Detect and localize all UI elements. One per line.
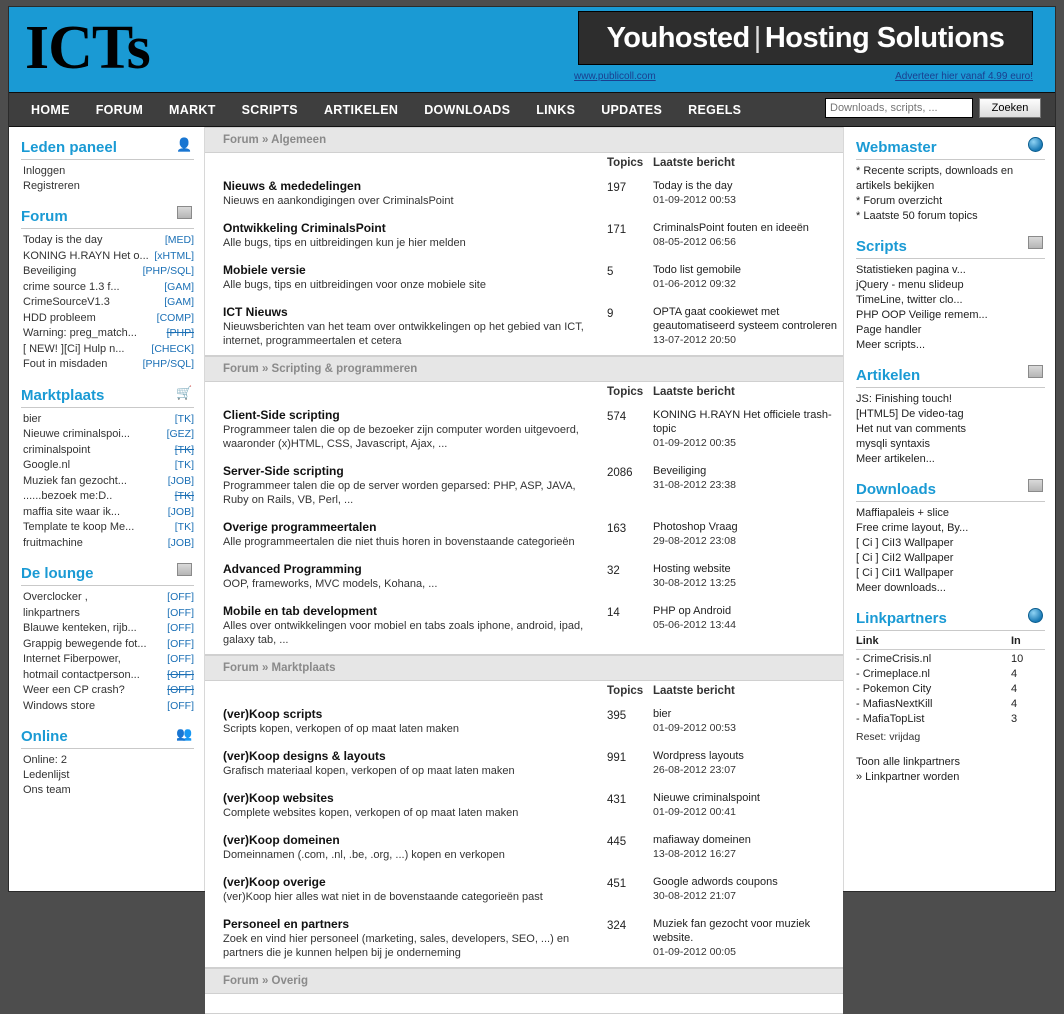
list-item[interactable]: [ Ci ] CiI1 Wallpaper xyxy=(856,567,954,579)
list-item-tag: [OFF] xyxy=(167,699,194,712)
list-item-label: crime source 1.3 f... xyxy=(23,280,120,293)
team-link[interactable]: Ons team xyxy=(23,784,71,796)
search-input[interactable] xyxy=(825,98,973,118)
list-item-tag: [PHP/SQL] xyxy=(142,265,194,277)
leden-panel-heading xyxy=(21,135,194,160)
list-item-label: Muziek fan gezocht... xyxy=(23,474,127,487)
last-post-title[interactable]: Todo list gemobile xyxy=(653,264,742,276)
linkpartner-name[interactable]: - Crimeplace.nl xyxy=(856,668,930,680)
last-post-title[interactable]: bier xyxy=(653,708,672,720)
list-item-tag: [TK] xyxy=(174,521,194,533)
list-item-label: Nieuwe criminalspoi... xyxy=(23,428,130,440)
forum-title[interactable]: ICT Nieuws xyxy=(223,305,288,319)
topic-count: 431 xyxy=(607,794,627,806)
online-panel-heading xyxy=(21,724,194,749)
table-row[interactable] xyxy=(205,458,843,514)
column-header-link: Link xyxy=(856,635,879,647)
table-header xyxy=(205,382,843,402)
register-link[interactable]: Registreren xyxy=(23,180,80,192)
list-item-label: Internet Fiberpower, xyxy=(23,653,121,665)
linkpartners-panel-title: Linkpartners xyxy=(856,610,947,627)
linkpartner-count: 3 xyxy=(1011,713,1018,725)
ad-banner[interactable] xyxy=(578,11,1033,65)
list-item-label: hotmail contactperson... xyxy=(23,668,140,681)
forum-title[interactable]: (ver)Koop websites xyxy=(223,791,334,805)
list-item-tag: [COMP] xyxy=(156,311,194,324)
last-post-date: 01-09-2012 00:41 xyxy=(653,806,736,818)
scripts-panel-heading xyxy=(856,234,1045,259)
table-header xyxy=(856,635,1045,650)
column-header-topics: Topics xyxy=(607,386,644,398)
list-item[interactable] xyxy=(23,427,194,443)
last-post-date: 29-08-2012 23:08 xyxy=(653,535,736,547)
forum-title[interactable]: Overige programmeertalen xyxy=(223,520,377,534)
list-item[interactable]: jQuery - menu slideup xyxy=(856,279,964,291)
last-post-date: 30-08-2012 21:07 xyxy=(653,890,736,902)
forum-title[interactable]: (ver)Koop designs & layouts xyxy=(223,749,386,763)
lounge-panel-heading xyxy=(21,561,194,586)
forum-description: Programmeer talen die op de bezoeker zijn computer worden uitgevoerd, waaronder (x)HTML, CSS, Javascript, Ajax, ... xyxy=(223,424,579,450)
last-post-date: 01-09-2012 00:35 xyxy=(653,437,736,449)
linkpartner-count: 10 xyxy=(1011,653,1024,665)
nav-item-links[interactable]: LINKS xyxy=(536,102,576,117)
table-row[interactable] xyxy=(205,827,843,869)
linkpartners-panel-heading xyxy=(856,606,1045,631)
last-post-date: 01-09-2012 00:53 xyxy=(653,722,736,734)
table-row[interactable] xyxy=(205,299,843,355)
column-header-last-post: Laatste bericht xyxy=(653,685,735,697)
forum-icon xyxy=(176,206,192,222)
list-item-label: Warning: preg_match... xyxy=(23,327,137,339)
online-count: Online: 2 xyxy=(23,754,68,766)
table-row[interactable] xyxy=(205,402,843,458)
forum-description: Alle bugs, tips en uitbreidingen voor onze mobiele site xyxy=(223,279,486,291)
list-item-tag: [JOB] xyxy=(167,474,194,487)
last-post-title[interactable]: mafiaway domeinen xyxy=(653,834,751,846)
list-item[interactable]: * Recente scripts, downloads en artikels bekijken xyxy=(856,165,1014,192)
nav-item-regels[interactable]: REGELS xyxy=(688,102,742,117)
markt-panel-links xyxy=(21,412,194,562)
forum-panel-title: Forum xyxy=(21,208,68,225)
list-item-tag: [OFF] xyxy=(167,684,194,696)
forum-description: (ver)Koop hier alles wat niet in de bovenstaande categorieën past xyxy=(223,891,543,903)
lounge-panel-links xyxy=(21,590,194,724)
markt-panel-heading xyxy=(21,383,194,408)
list-item-tag: [OFF] xyxy=(167,653,194,665)
list-item[interactable] xyxy=(23,264,194,280)
list-item-tag: [OFF] xyxy=(167,606,194,619)
table-row[interactable] xyxy=(205,701,843,743)
topic-count: 324 xyxy=(607,920,627,932)
last-post-title[interactable]: Nieuwe criminalspoint xyxy=(653,792,760,804)
column-header-last-post: Laatste bericht xyxy=(653,386,735,398)
last-post-date: 31-08-2012 23:38 xyxy=(653,479,736,491)
last-post-date: 05-06-2012 13:44 xyxy=(653,619,736,631)
artikelen-panel-heading xyxy=(856,363,1045,388)
login-link[interactable]: Inloggen xyxy=(23,165,66,177)
list-item[interactable]: [HTML5] De video-tag xyxy=(856,408,964,420)
list-item[interactable] xyxy=(23,458,194,474)
table-header xyxy=(205,153,843,173)
forum-section-overig xyxy=(205,994,843,1014)
list-item-label: Beveiliging xyxy=(23,265,77,277)
forum-description: Zoek en vind hier personeel (marketing, sales, developers, SEO, ...) en partners die je kunnen helpen bij je onderneming xyxy=(223,933,570,959)
list-item[interactable] xyxy=(23,295,194,311)
list-item-tag: [PHP] xyxy=(166,327,194,339)
topic-count: 574 xyxy=(607,411,627,423)
table-row[interactable] xyxy=(205,911,843,967)
right-sidebar xyxy=(843,127,1055,891)
topic-count: 163 xyxy=(607,523,627,535)
list-item[interactable] xyxy=(23,652,194,668)
last-post-title[interactable]: Muziek fan gezocht voor muziek website. xyxy=(653,918,811,944)
user-icon: 👤 xyxy=(176,137,193,152)
window-icon xyxy=(1027,479,1043,495)
last-post-title[interactable]: Photoshop Vraag xyxy=(653,521,738,533)
breadcrumb: Forum » Algemeen xyxy=(205,127,843,153)
linkpartner-count: 4 xyxy=(1011,668,1018,680)
last-post-date: 13-07-2012 20:50 xyxy=(653,334,736,346)
list-item[interactable]: TimeLine, twitter clo... xyxy=(856,294,963,306)
online-panel-title: Online xyxy=(21,728,68,745)
forum-description: Nieuws en aankondigingen over CriminalsPoint xyxy=(223,195,454,207)
list-item-label: Today is the day xyxy=(23,234,103,246)
table-row[interactable] xyxy=(205,785,843,827)
topic-count: 14 xyxy=(607,607,620,619)
list-item-tag: [PHP/SQL] xyxy=(142,358,194,370)
list-item[interactable]: JS: Finishing touch! xyxy=(856,393,952,405)
list-item-label: CrimeSourceV1.3 xyxy=(23,296,110,308)
table-row[interactable] xyxy=(856,697,1045,712)
list-item[interactable] xyxy=(23,505,194,521)
list-item[interactable] xyxy=(23,443,194,459)
last-post-date: 30-08-2012 13:25 xyxy=(653,577,736,589)
list-item-label: Windows store xyxy=(23,699,96,712)
linkpartner-count: 4 xyxy=(1011,683,1018,695)
list-item-tag: [GAM] xyxy=(164,280,194,293)
list-item-tag: [TK] xyxy=(174,490,194,502)
forum-description: Alles over ontwikkelingen voor mobiel en tabs zoals iphone, android, ipad, galaxy tab, ... xyxy=(223,620,584,646)
forum-description: Alle bugs, tips en uitbreidingen kun je hier melden xyxy=(223,237,466,249)
list-item[interactable]: Meer scripts... xyxy=(856,339,926,351)
table-row[interactable] xyxy=(205,257,843,299)
forum-section-marktplaats xyxy=(205,681,843,968)
list-item[interactable]: Statistieken pagina v... xyxy=(856,264,966,276)
nav-item-scripts[interactable]: SCRIPTS xyxy=(241,102,298,117)
last-post-date: 01-09-2012 00:53 xyxy=(653,194,736,206)
forum-description: Grafisch materiaal kopen, verkopen of op maat laten maken xyxy=(223,765,515,777)
list-item[interactable] xyxy=(23,280,194,296)
list-item-label: fruitmachine xyxy=(23,536,83,549)
list-item-label: Grappig bewegende fot... xyxy=(23,637,147,650)
last-post-date: 01-09-2012 00:05 xyxy=(653,946,736,958)
table-row[interactable] xyxy=(205,215,843,257)
publisher-link[interactable]: www.publicoll.com xyxy=(574,71,656,82)
list-item-label: Overclocker , xyxy=(23,591,88,603)
forum-overview xyxy=(205,127,843,987)
breadcrumb: Forum » Scripting & programmeren xyxy=(205,356,843,382)
topic-count: 2086 xyxy=(607,467,633,479)
nav-item-markt[interactable]: MARKT xyxy=(169,102,216,117)
list-item-tag: [MED] xyxy=(164,234,194,246)
forum-description: OOP, frameworks, MVC models, Kohana, ... xyxy=(223,578,438,590)
list-item[interactable] xyxy=(23,536,194,552)
lounge-panel-title: De lounge xyxy=(21,565,94,582)
list-item[interactable] xyxy=(23,621,194,637)
forum-title[interactable]: (ver)Koop overige xyxy=(223,875,326,889)
users-icon: 👥 xyxy=(176,726,193,741)
forum-description: Nieuwsberichten van het team over ontwikkelingen op het gebied van ICT, internet, programmeertalen et cetera xyxy=(223,321,584,347)
forum-title[interactable]: (ver)Koop scripts xyxy=(223,707,323,721)
last-post-title[interactable]: PHP op Android xyxy=(653,605,732,617)
list-item[interactable]: PHP OOP Veilige remem... xyxy=(856,309,988,321)
topic-count: 991 xyxy=(607,752,627,764)
list-item[interactable]: * Forum overzicht xyxy=(856,195,943,207)
nav-item-artikelen[interactable]: ARTIKELEN xyxy=(323,102,399,117)
list-item[interactable] xyxy=(23,412,194,428)
list-item[interactable] xyxy=(23,668,194,684)
cart-icon: 🛒 xyxy=(176,384,193,400)
list-item-label: maffia site waar ik... xyxy=(23,505,120,518)
table-row[interactable] xyxy=(205,598,843,654)
list-item[interactable] xyxy=(23,683,194,699)
leden-panel-links xyxy=(21,164,194,204)
last-post-date: 13-08-2012 16:27 xyxy=(653,848,736,860)
list-item[interactable] xyxy=(23,474,194,490)
list-item-label: linkpartners xyxy=(23,606,80,619)
scripts-panel-title: Scripts xyxy=(856,238,907,255)
column-header-topics: Topics xyxy=(607,157,644,169)
forum-title[interactable]: Server-Side scripting xyxy=(223,464,344,478)
list-item[interactable] xyxy=(23,637,194,653)
forum-title[interactable]: Nieuws & mededelingen xyxy=(223,179,362,193)
linkpartner-name[interactable]: - Pokemon City xyxy=(856,683,932,695)
last-post-title[interactable]: Beveiliging xyxy=(653,465,707,477)
table-row[interactable] xyxy=(856,667,1045,682)
forum-description: Alle programmeertalen die niet thuis horen in bovenstaande categorieën xyxy=(223,536,575,548)
browser-content xyxy=(8,6,1056,987)
left-sidebar xyxy=(9,127,205,891)
list-item[interactable] xyxy=(23,249,194,265)
forum-title[interactable]: Client-Side scripting xyxy=(223,408,340,422)
table-row[interactable] xyxy=(205,173,843,215)
list-item[interactable] xyxy=(23,699,194,715)
list-item[interactable]: Het nut van comments xyxy=(856,423,967,435)
nav-item-home[interactable]: HOME xyxy=(31,102,70,117)
topic-count: 197 xyxy=(607,182,627,194)
advertise-link[interactable]: Adverteer hier vanaf 4.99 euro! xyxy=(895,71,1033,82)
list-item-label: Template te koop Me... xyxy=(23,521,135,533)
topic-count: 171 xyxy=(607,224,627,236)
list-item[interactable] xyxy=(23,342,194,358)
list-item-label: [ NEW! ][Ci] Hulp n... xyxy=(23,342,125,355)
last-post-title[interactable]: KONING H.RAYN Het officiele trash-topic xyxy=(653,409,832,435)
forum-panel-heading xyxy=(21,204,194,229)
forum-title[interactable]: Ontwikkeling CriminalsPoint xyxy=(223,221,386,235)
table-row[interactable] xyxy=(205,743,843,785)
last-post-title[interactable]: Hosting website xyxy=(653,563,731,575)
list-item-tag: [OFF] xyxy=(167,668,194,681)
list-item[interactable] xyxy=(23,520,194,536)
topic-count: 451 xyxy=(607,878,627,890)
linkpartner-count: 4 xyxy=(1011,698,1018,710)
forum-section-scripting xyxy=(205,382,843,655)
globe-icon xyxy=(1027,608,1043,624)
table-row[interactable] xyxy=(205,514,843,556)
list-item-label: HDD probleem xyxy=(23,311,96,324)
breadcrumb: Forum » Marktplaats xyxy=(205,655,843,681)
forum-section-algemeen xyxy=(205,153,843,356)
downloads-links xyxy=(856,506,1045,606)
show-all-linkpartners-link[interactable]: Toon alle linkpartners xyxy=(856,756,960,768)
topic-count: 445 xyxy=(607,836,627,848)
nav-item-downloads[interactable]: DOWNLOADS xyxy=(424,102,511,117)
artikelen-links xyxy=(856,392,1045,477)
list-item-tag: [CHECK] xyxy=(151,342,194,355)
table-header xyxy=(205,681,843,701)
topic-count: 395 xyxy=(607,710,627,722)
downloads-panel-title: Downloads xyxy=(856,481,937,498)
linkpartners-reset: Reset: vrijdag xyxy=(856,731,921,743)
topic-count: 32 xyxy=(607,565,620,577)
memberlist-link[interactable]: Ledenlijst xyxy=(23,769,70,781)
ad-banner-text xyxy=(607,22,1005,55)
table-row[interactable] xyxy=(856,712,1045,727)
linkpartner-name[interactable]: - MafiaTopList xyxy=(856,713,925,725)
last-post-title[interactable]: OPTA gaat cookiewet met geautomatiseerd systeem controleren xyxy=(653,306,838,332)
list-item[interactable]: Free crime layout, By... xyxy=(856,522,969,534)
site-header xyxy=(9,7,1055,93)
linkpartner-name[interactable]: - MafiasNextKill xyxy=(856,698,933,710)
list-item-tag: [OFF] xyxy=(167,637,194,650)
page-body xyxy=(9,127,1055,987)
globe-icon xyxy=(1027,137,1043,153)
webmaster-panel-title: Webmaster xyxy=(856,139,937,156)
list-item[interactable]: Meer downloads... xyxy=(856,582,946,594)
list-item-tag: [OFF] xyxy=(167,591,194,603)
list-item[interactable] xyxy=(23,590,194,606)
leden-panel-title: Leden paneel xyxy=(21,139,117,156)
webmaster-panel-heading xyxy=(856,135,1045,160)
topic-count: 5 xyxy=(607,266,614,278)
become-linkpartner-link[interactable]: » Linkpartner worden xyxy=(856,771,960,783)
list-item-tag: [TK] xyxy=(174,459,194,471)
main-navigation xyxy=(9,93,1055,127)
list-item-tag: [TK] xyxy=(174,443,194,456)
last-post-date: 01-06-2012 09:32 xyxy=(653,278,736,290)
window-icon xyxy=(1027,236,1043,252)
list-item[interactable] xyxy=(23,326,194,342)
last-post-title[interactable]: Wordpress layouts xyxy=(653,750,744,762)
list-item-label: Google.nl xyxy=(23,459,71,471)
list-item[interactable]: [ Ci ] CiI2 Wallpaper xyxy=(856,552,954,564)
nav-item-forum[interactable]: FORUM xyxy=(95,102,144,117)
scripts-links xyxy=(856,263,1045,363)
list-item-label: Fout in misdaden xyxy=(23,358,108,370)
list-item[interactable]: * Laatste 50 forum topics xyxy=(856,210,978,222)
list-item-tag: [GEZ] xyxy=(166,428,194,440)
last-post-title[interactable]: Today is the day xyxy=(653,180,733,192)
list-item[interactable] xyxy=(23,233,194,249)
forum-description: Domeinnamen (.com, .nl, .be, .org, ...) kopen en verkopen xyxy=(223,849,505,861)
list-item[interactable] xyxy=(23,357,194,373)
list-item[interactable] xyxy=(23,606,194,622)
list-item-tag: [JOB] xyxy=(167,505,194,518)
forum-title[interactable]: (ver)Koop domeinen xyxy=(223,833,340,847)
forum-title[interactable]: Mobiele versie xyxy=(223,263,306,277)
forum-title[interactable]: Mobile en tab development xyxy=(223,604,378,618)
forum-description: Programmeer talen die op de server worden geparsed: PHP, ASP, JAVA, Ruby on Rails, VB, Perl, ... xyxy=(223,480,576,506)
list-item-tag: [TK] xyxy=(174,412,194,425)
linkpartners-table xyxy=(856,635,1045,785)
column-header-topics: Topics xyxy=(607,685,644,697)
list-item-label: criminalspoint xyxy=(23,443,91,456)
forum-panel-links xyxy=(21,233,194,383)
list-item[interactable]: [ Ci ] CiI3 Wallpaper xyxy=(856,537,954,549)
table-row[interactable] xyxy=(205,556,843,598)
table-row[interactable] xyxy=(856,682,1045,697)
table-row[interactable] xyxy=(856,652,1045,667)
list-item-tag: [xHTML] xyxy=(154,249,194,262)
list-item[interactable]: Maffiapaleis + slice xyxy=(856,507,950,519)
column-header-last-post: Laatste bericht xyxy=(653,157,735,169)
last-post-date: 26-08-2012 23:07 xyxy=(653,764,736,776)
ad-banner-brand: Youhosted xyxy=(606,21,750,54)
forum-title[interactable]: Advanced Programming xyxy=(223,562,362,576)
list-item[interactable]: mysqli syntaxis xyxy=(856,438,930,450)
window-icon xyxy=(1027,365,1043,381)
list-item-tag: [OFF] xyxy=(167,622,194,634)
forum-title[interactable]: Personeel en partners xyxy=(223,917,350,931)
online-panel-links xyxy=(21,753,194,808)
list-item-tag: [JOB] xyxy=(167,536,194,549)
list-item-label: KONING H.RAYN Het o... xyxy=(23,249,149,262)
webmaster-links xyxy=(856,164,1045,234)
topic-count: 9 xyxy=(607,308,614,320)
search-area xyxy=(825,98,1041,118)
column-header-in: In xyxy=(1011,635,1021,647)
linkpartner-name[interactable]: - CrimeCrisis.nl xyxy=(856,653,932,665)
artikelen-panel-title: Artikelen xyxy=(856,367,921,384)
last-post-date: 08-05-2012 06:56 xyxy=(653,236,736,248)
list-item-label: Blauwe kenteken, rijb... xyxy=(23,622,137,634)
list-item[interactable] xyxy=(23,311,194,327)
list-item-label: ......bezoek me:D.. xyxy=(23,490,113,502)
search-button[interactable]: Zoeken xyxy=(979,98,1041,118)
list-item[interactable] xyxy=(23,489,194,505)
list-item[interactable]: Meer artikelen... xyxy=(856,453,935,465)
last-post-title[interactable]: CriminalsPoint fouten en ideeën xyxy=(653,222,809,234)
breadcrumb: Forum » Overig xyxy=(205,968,843,994)
table-row[interactable] xyxy=(205,869,843,911)
list-item[interactable]: Page handler xyxy=(856,324,922,336)
site-logo: ICTs xyxy=(25,14,150,82)
list-item-label: Weer een CP crash? xyxy=(23,684,125,696)
ad-banner-separator: | xyxy=(753,21,761,54)
downloads-panel-heading xyxy=(856,477,1045,502)
forum-description: Scripts kopen, verkopen of op maat laten maken xyxy=(223,723,460,735)
markt-panel-title: Marktplaats xyxy=(21,386,105,404)
last-post-title[interactable]: Google adwords coupons xyxy=(653,876,778,888)
list-item-label: bier xyxy=(23,412,42,425)
sofa-icon xyxy=(176,563,192,579)
forum-description: Complete websites kopen, verkopen of op maat laten maken xyxy=(223,807,519,819)
list-item-tag: [GAM] xyxy=(164,296,194,308)
ad-banner-tagline: Hosting Solutions xyxy=(764,21,1005,54)
nav-item-updates[interactable]: UPDATES xyxy=(601,102,663,117)
